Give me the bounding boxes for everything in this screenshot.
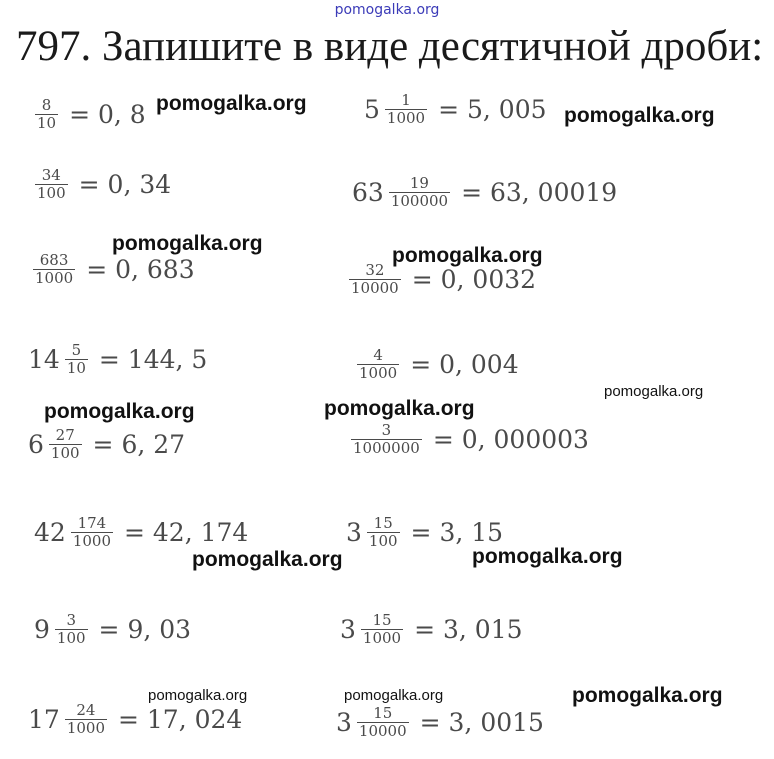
right-equation-8 xyxy=(336,705,544,740)
whole-part: 3 xyxy=(336,708,352,737)
decimal-result: = 0, 34 xyxy=(78,170,172,199)
left-equation-4 xyxy=(28,342,207,377)
watermark-text: pomogalka.org xyxy=(392,244,543,267)
whole-part: 63 xyxy=(352,178,384,207)
numerator: 174 xyxy=(77,514,107,532)
denominator: 1000000 xyxy=(353,439,420,457)
right-equation-7 xyxy=(340,612,523,647)
watermark-text: pomogalka.org xyxy=(572,684,723,707)
left-equation-2 xyxy=(32,167,171,202)
watermark-text: pomogalka.org xyxy=(564,104,715,127)
decimal-result: = 0, 683 xyxy=(86,255,195,284)
decimal-result: = 17, 024 xyxy=(118,705,243,734)
fraction xyxy=(49,427,82,462)
denominator: 100 xyxy=(50,444,80,462)
numerator: 32 xyxy=(365,261,385,279)
decimal-result: = 0, 0032 xyxy=(411,265,537,294)
numerator: 15 xyxy=(373,514,393,532)
fraction xyxy=(361,612,403,647)
denominator: 10000 xyxy=(358,722,407,740)
denominator: 1000 xyxy=(362,629,402,647)
decimal-result: = 0, 8 xyxy=(69,100,146,129)
fraction xyxy=(357,347,399,382)
fraction xyxy=(65,342,88,377)
decimal-result: = 63, 00019 xyxy=(461,178,618,207)
denominator: 100 xyxy=(37,184,66,202)
numerator: 8 xyxy=(41,96,52,114)
fraction xyxy=(357,705,409,740)
denominator: 100 xyxy=(56,629,86,647)
fraction xyxy=(389,175,450,210)
left-equation-5 xyxy=(28,427,185,462)
right-equation-2 xyxy=(352,175,617,210)
right-equation-4 xyxy=(354,347,519,382)
decimal-result: = 3, 15 xyxy=(410,518,504,547)
numerator: 5 xyxy=(71,341,82,359)
left-equation-3 xyxy=(30,252,195,287)
numerator: 1 xyxy=(401,91,411,109)
whole-part: 14 xyxy=(28,345,60,374)
denominator: 1000 xyxy=(35,269,74,287)
denominator: 100 xyxy=(368,532,398,550)
decimal-result: = 5, 005 xyxy=(438,95,547,124)
left-equation-7 xyxy=(34,612,191,647)
numerator: 15 xyxy=(373,704,393,722)
decimal-result: = 0, 004 xyxy=(410,350,519,379)
left-equation-1 xyxy=(32,97,146,132)
whole-part: 9 xyxy=(34,615,50,644)
numerator: 3 xyxy=(66,611,76,629)
watermark-text: pomogalka.org xyxy=(112,232,263,255)
whole-part: 3 xyxy=(346,518,362,547)
watermark-text: pomogalka.org xyxy=(604,383,704,400)
denominator: 1000 xyxy=(359,364,398,382)
whole-part: 6 xyxy=(28,430,44,459)
fraction xyxy=(33,252,75,287)
fraction xyxy=(351,422,422,457)
denominator: 10 xyxy=(66,359,86,377)
decimal-result: = 3, 015 xyxy=(414,615,523,644)
whole-part: 3 xyxy=(340,615,356,644)
decimal-result: = 9, 03 xyxy=(98,615,192,644)
whole-part: 5 xyxy=(364,95,380,124)
fraction xyxy=(385,92,427,127)
watermark-text: pomogalka.org xyxy=(324,397,475,420)
numerator: 683 xyxy=(39,251,69,269)
numerator: 34 xyxy=(41,166,61,184)
exercise-title: 797. Запишите в виде десятичной дроби: xyxy=(16,23,764,70)
numerator: 3 xyxy=(381,421,392,439)
decimal-result: = 6, 27 xyxy=(92,430,186,459)
denominator: 1000 xyxy=(72,532,111,550)
fraction xyxy=(65,702,107,737)
right-equation-1 xyxy=(364,92,547,127)
watermark-text: pomogalka.org xyxy=(156,92,307,115)
watermark-text: pomogalka.org xyxy=(44,400,195,423)
watermark-text: pomogalka.org xyxy=(344,687,444,704)
denominator: 10000 xyxy=(351,279,399,297)
decimal-result: = 0, 000003 xyxy=(432,425,589,454)
numerator: 15 xyxy=(372,611,392,629)
whole-part: 17 xyxy=(28,705,60,734)
fraction xyxy=(55,612,88,647)
left-equation-6 xyxy=(34,515,248,550)
fraction xyxy=(367,515,400,550)
decimal-result: = 42, 174 xyxy=(124,518,249,547)
decimal-result: = 3, 0015 xyxy=(419,708,544,737)
denominator: 100000 xyxy=(390,192,449,210)
denominator: 1000 xyxy=(386,109,426,127)
watermark-text: pomogalka.org xyxy=(148,687,248,704)
fraction xyxy=(35,167,68,202)
decimal-result: = 144, 5 xyxy=(98,345,208,374)
numerator: 4 xyxy=(373,346,383,364)
left-equation-8 xyxy=(28,702,242,737)
watermark-text: pomogalka.org xyxy=(472,545,623,568)
numerator: 24 xyxy=(76,701,96,719)
fraction xyxy=(71,515,113,550)
watermark-text: pomogalka.org xyxy=(192,548,343,571)
denominator: 1000 xyxy=(66,719,105,737)
numerator: 27 xyxy=(55,426,75,444)
fraction xyxy=(35,97,58,132)
right-equation-5 xyxy=(348,422,589,457)
denominator: 10 xyxy=(37,114,57,132)
header-watermark: pomogalka.org xyxy=(334,2,440,18)
numerator: 19 xyxy=(409,174,429,192)
whole-part: 42 xyxy=(34,518,66,547)
